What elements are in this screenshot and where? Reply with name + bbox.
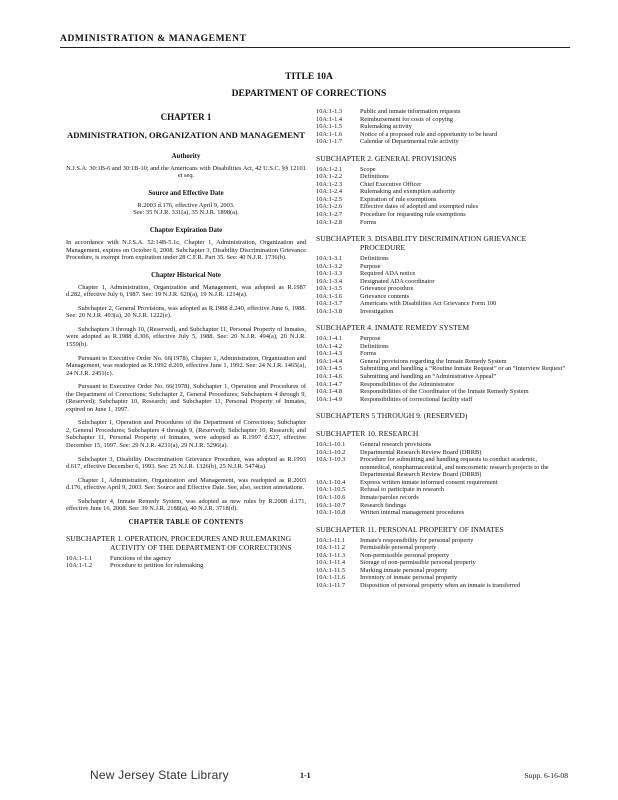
section-number: 10A:1-1.7 — [316, 138, 343, 146]
section-number: 10A:1-11.3 — [316, 551, 346, 559]
toc-entry — [66, 555, 306, 563]
section-number: 10A:1-3.8 — [316, 307, 343, 315]
section-title: Expiration of rule exemptions — [360, 195, 437, 203]
section-title: Grievance contents — [360, 292, 410, 300]
section-title: Express written inmate informed consent requirement — [360, 478, 498, 486]
section-number: 10A:1-1.4 — [316, 115, 343, 123]
section-number: 10A:1-2.7 — [316, 210, 343, 218]
section-number: 10A:1-2.8 — [316, 218, 343, 226]
section-number: 10A:1-11.1 — [316, 536, 346, 544]
section-title: Forms — [360, 218, 377, 226]
section-title: Forms — [360, 350, 377, 358]
toc-entry — [316, 270, 568, 278]
history-note: Pursuant to Executive Order No. 66(1978), Chapter 1, Administration, Organization and Management, was readopted as R.1992 d.269, effective June 1, 1992. See: 24 N.J.R. 1465(a), 24 N.J.R. 2451(c). — [66, 354, 306, 377]
section-number: 10A:1-4.8 — [316, 388, 343, 396]
section-number: 10A:1-4.9 — [316, 395, 343, 403]
section-number: 10A:1-2.3 — [316, 180, 343, 188]
expiration-heading: Chapter Expiration Date — [149, 227, 223, 234]
subchapter-2 — [316, 155, 568, 226]
section-number: 10A:1-11.2 — [316, 544, 346, 552]
section-number: 10A:1-10.7 — [316, 501, 346, 509]
section-number: 10A:1-2.2 — [316, 173, 343, 181]
toc-entry — [316, 181, 568, 189]
supplement-date: Supp. 6-16-08 — [524, 771, 568, 780]
section-number: 10A:1-1.6 — [316, 130, 343, 138]
subchapter-10-title: SUBCHAPTER 10. RESEARCH — [316, 429, 419, 439]
section-title: Responsibilities of correctional facility staff — [360, 395, 473, 403]
section-number: 10A:1-2.1 — [316, 165, 343, 173]
section-number: 10A:1-4.7 — [316, 380, 343, 388]
toc-entry — [316, 479, 568, 487]
history-note: Chapter 1, Administration, Organization and Management, was readopted as R.2003 d.176, effective April 9, 2003. See: Source and Effective Date. See, also, section annotations. — [66, 476, 306, 492]
toc-entry — [316, 138, 568, 146]
subchapter-11-title: SUBCHAPTER 11. PERSONAL PROPERTY OF INMATES — [316, 524, 504, 534]
section-title: Refusal to participate in research — [360, 486, 445, 494]
section-title: Marking inmate personal property — [360, 566, 448, 574]
section-number: 10A:1-2.5 — [316, 195, 343, 203]
history-note: Subchapter 2, General Provisions, was adopted as R.1988 d.240, effective June 6, 1988. See: 20 N.J.R. 493(a), 20 N.J.R. 1222(e). — [66, 304, 306, 320]
section-title: Procedure for requesting rule exemptions — [360, 210, 466, 218]
subchapter-10 — [316, 430, 568, 516]
toc-entry — [316, 350, 568, 358]
toc-entry — [316, 335, 568, 343]
section-title: Non-permissible personal property — [360, 551, 450, 559]
section-number: 10A:1-10.8 — [316, 509, 346, 517]
history-note: Chapter 1, Administration, Organization and Management, was adopted as R.1987 d.282, effective July 6, 1987. See: 19 N.J.R. 620(a), 19 N.J.R. 1214(a). — [66, 283, 306, 299]
section-title: Rulemaking activity — [360, 123, 413, 131]
authority-heading: Authority — [171, 152, 201, 160]
section-title: Required ADA notice — [360, 270, 416, 278]
header-rule — [60, 47, 570, 48]
toc-entry — [66, 562, 306, 570]
section-title: Investigation — [360, 307, 394, 315]
section-title: Procedure to petition for rulemaking — [110, 562, 204, 570]
toc-entry — [316, 343, 568, 351]
section-number: 10A:1-11.5 — [316, 566, 346, 574]
source-citation: See: 35 N.J.R. 331(a), 35 N.J.R. 1898(a). — [133, 209, 239, 217]
section-number: 10A:1-3.6 — [316, 292, 343, 300]
section-title: Permissible personal property — [360, 544, 437, 552]
section-number: 10A:1-4.1 — [316, 335, 343, 343]
section-title: Definitions — [360, 342, 389, 350]
section-title: Functions of the agency — [110, 554, 172, 562]
history-heading: Chapter Historical Note — [151, 271, 221, 279]
chapter-title: CHAPTER 1 — [160, 112, 212, 122]
toc-entry — [316, 203, 568, 211]
section-title: Reimbursement for costs of copying — [360, 115, 454, 123]
toc-entry — [316, 211, 568, 219]
source-heading: Source and Effective Date — [148, 189, 224, 197]
expiration-text: In accordance with N.J.S.A. 52:14B-5.1c, Chapter 1, Administration, Organization and Management, expires on October 6, 2008. Subchapter 3, Disability Discrimination Grievance Procedure, is exempt from expiration under 28 C.F.R. Part 35. See: 40 N.J.R. 1736(b). — [66, 239, 306, 262]
toc-entry — [316, 116, 568, 124]
toc-entry — [316, 552, 568, 560]
section-title: Definitions — [360, 173, 389, 181]
toc-entry — [316, 396, 568, 404]
subchapter-1-entries — [66, 555, 306, 570]
chapter-subtitle: ADMINISTRATION, ORGANIZATION AND MANAGEMENT — [67, 129, 305, 140]
authority-text: N.J.S.A. 30:1B-6 and 30:1B-10; and the Americans with Disabilities Act, 42 U.S.C. §§ 12101 et seq. — [66, 164, 306, 180]
toc-entry — [316, 373, 568, 381]
history-note: Subchapter 4, Inmate Remedy System, was adopted as new rules by R.2008 d.171, effective June 16, 2008. See: 39 N.J.R. 2188(a), 40 N.J.R. 3718(d). — [66, 497, 306, 513]
toc-entry — [316, 308, 568, 316]
section-number: 10A:1-4.2 — [316, 342, 343, 350]
history-note: Subchapter 1, Operation and Procedures of the Department of Corrections; Subchapter 2, General Procedures; Subchapters 4 through 9, (Reserved); Subchapter 10, Research; and Subchapter 11, Personal Property of Inmates, were adopted as R.1997 d.527, effective December 15, 1997. See: 29 N.J.R. 4231(a), 29 N.J.R. 5296(a). — [66, 419, 306, 449]
section-title: Responsibilities of the Administrator — [360, 380, 455, 388]
section-title: Responsibilities of the Coordinator of the Inmate Remedy System — [360, 388, 529, 396]
subchapter-2-title: SUBCHAPTER 2. GENERAL PROVISIONS — [316, 153, 457, 163]
section-title: Designated ADA coordinator — [360, 277, 435, 285]
section-title: Written internal management procedures — [360, 509, 465, 517]
section-title: Storage of non-permissible personal property — [360, 559, 476, 567]
toc-entry — [316, 388, 568, 396]
section-title: Purpose — [360, 262, 381, 270]
section-number: 10A:1-10.6 — [316, 493, 346, 501]
subchapter-11 — [316, 526, 568, 590]
subchapters-5-9 — [316, 412, 568, 421]
section-number: 10A:1-3.4 — [316, 277, 343, 285]
subchapter-4-title: SUBCHAPTER 4. INMATE REMEDY SYSTEM — [316, 323, 470, 333]
section-number: 10A:1-2.6 — [316, 203, 343, 211]
section-title: Scope — [360, 165, 376, 173]
library-watermark: New Jersey State Library — [90, 768, 229, 782]
section-number: 10A:1-4.6 — [316, 373, 343, 381]
toc-entry — [316, 285, 568, 293]
toc-entry — [316, 567, 568, 575]
toc-entry — [316, 486, 568, 494]
section-title: Research findings — [360, 501, 406, 509]
section-number: 10A:1-3.3 — [316, 270, 343, 278]
section-title: Inventory of inmate personal property — [360, 574, 458, 582]
right-column — [316, 108, 568, 598]
section-title: Americans with Disabilities Act Grievance Form 100 — [360, 300, 497, 308]
section-title: General provisions regarding the Inmate Remedy System — [360, 357, 507, 365]
toc-entry — [316, 173, 568, 181]
toc-entry — [316, 358, 568, 366]
toc-entry — [316, 502, 568, 510]
section-number: 10A:1-11.6 — [316, 574, 346, 582]
section-title: Rulemaking and exemption authority — [360, 188, 456, 196]
toc-entry — [316, 509, 568, 517]
section-number: 10A:1-4.3 — [316, 350, 343, 358]
toc-entry — [316, 559, 568, 567]
section-number: 10A:1-4.4 — [316, 357, 343, 365]
toc-entry — [316, 123, 568, 131]
section-title: Inmate's responsibility for personal property — [360, 536, 474, 544]
history-notes — [66, 284, 306, 513]
section-title: Purpose — [360, 335, 381, 343]
history-note: Pursuant to Executive Order No. 66(1978), Subchapter 1, Operation and Procedures of the Department of Corrections; Subchapter 2, General Procedures; Subchapters 4 through 9, (Reserved); Subchapter 10, Research; and Subchapter 11, Personal Property of Inmates, expired on June 1, 1997. — [66, 383, 306, 413]
toc-entry — [316, 255, 568, 263]
toc-entry — [316, 131, 568, 139]
subchapters-5-9-title: SUBCHAPTERS 5 THROUGH 9. (RESERVED) — [316, 411, 468, 421]
toc-entry — [316, 300, 568, 308]
section-number: 10A:1-2.4 — [316, 188, 343, 196]
toc-entry — [316, 544, 568, 552]
toc-entry — [316, 381, 568, 389]
toc-entry — [316, 219, 568, 227]
section-number: 10A:1-10.2 — [316, 448, 346, 456]
history-note: Subchapters 3 through 10, (Reserved), and Subchapter 11, Personal Property of Inmates, were adopted as R.1988 d.306, effective July 5, 1988. See: 20 N.J.R. 494(a), 20 N.J.R. 1559(b). — [66, 325, 306, 348]
toc-entry — [316, 196, 568, 204]
toc-entry — [316, 574, 568, 582]
section-number: 10A:1-4.5 — [316, 365, 343, 373]
subchapter-4 — [316, 324, 568, 403]
section-number: 10A:1-3.1 — [316, 254, 343, 262]
section-number: 10A:1-10.4 — [316, 478, 346, 486]
source-text: R.2003 d.176, effective April 9, 2003. — [137, 201, 235, 209]
section-number: 10A:1-11.4 — [316, 559, 346, 567]
section-number: 10A:1-1.1 — [66, 554, 93, 562]
toc-entry — [316, 494, 568, 502]
department-title: DEPARTMENT OF CORRECTIONS — [231, 89, 387, 99]
section-number: 10A:1-11.7 — [316, 581, 346, 589]
section-number: 10A:1-3.5 — [316, 285, 343, 293]
toc-heading: CHAPTER TABLE OF CONTENTS — [128, 518, 244, 526]
section-title: Submitting and handling an “Administrative Appeal” — [360, 373, 497, 381]
section-title: Submitting and handling a “Routine Inmate Request” or an “Interview Request” — [360, 365, 566, 373]
section-number: 10A:1-1.2 — [66, 562, 93, 570]
section-title: Grievance procedure — [360, 285, 414, 293]
section-title: Disposition of personal property when an inmate is transferred — [360, 581, 521, 589]
section-title: Definitions — [360, 254, 389, 262]
history-note: Subchapter 3, Disability Discrimination Grievance Procedure, was adopted as R.1993 d.617, effective December 6, 1993. See: 25 N.J.R. 1326(b), 25 N.J.R. 5474(a). — [66, 455, 306, 471]
section-title: Inmate/parolee records — [360, 493, 419, 501]
toc-entry — [316, 108, 568, 116]
toc-entry — [316, 263, 568, 271]
subchapter-1-title: SUBCHAPTER 1. OPERATION, PROCEDURES AND RULEMAKING ACTIVITY OF THE DEPARTMENT OF CORRECTIONS — [66, 533, 292, 552]
toc-entry — [316, 456, 568, 479]
page-number: 1-1 — [300, 771, 311, 780]
section-title: Notice of a proposed rule and opportunity to be heard — [360, 130, 498, 138]
section-title: Effective dates of adopted and exempted rules — [360, 203, 479, 211]
section-number: 10A:1-10.1 — [316, 441, 346, 449]
section-title: Chief Executive Officer — [360, 180, 422, 188]
toc-entry — [316, 537, 568, 545]
toc-entry — [316, 293, 568, 301]
toc-entry — [316, 188, 568, 196]
toc-entry — [316, 441, 568, 449]
toc-entry — [316, 166, 568, 174]
running-head: ADMINISTRATION & MANAGEMENT — [60, 34, 247, 44]
section-title: Procedure for submitting and handling requests to conduct academic, nonmedical, nonpharmaceutical, and noncosmetic research projects to the Departmental Research Review Board (DRRB) — [360, 456, 549, 479]
section-title: Departmental Research Review Board (DRRB) — [360, 448, 482, 456]
section-number: 10A:1-1.5 — [316, 123, 343, 131]
title-line: TITLE 10A — [285, 72, 333, 82]
section-number: 10A:1-10.3 — [316, 456, 346, 464]
subchapter-3-title: SUBCHAPTER 3. DISABILITY DISCRIMINATION GRIEVANCE PROCEDURE — [316, 234, 527, 253]
section-number: 10A:1-1.3 — [316, 108, 343, 115]
section-title: General research provisions — [360, 441, 432, 449]
toc-entry — [316, 582, 568, 590]
left-column — [66, 108, 306, 570]
toc-entry — [316, 278, 568, 286]
subchapter-1-continued — [316, 108, 568, 146]
section-number: 10A:1-3.7 — [316, 300, 343, 308]
section-title: Calendar of Departmental rule activity — [360, 138, 459, 146]
section-title: Public and inmate information requests — [360, 108, 461, 115]
toc-entry — [316, 449, 568, 457]
subchapter-3 — [316, 235, 568, 315]
section-number: 10A:1-10.5 — [316, 486, 346, 494]
section-number: 10A:1-3.2 — [316, 262, 343, 270]
toc-entry — [316, 365, 568, 373]
